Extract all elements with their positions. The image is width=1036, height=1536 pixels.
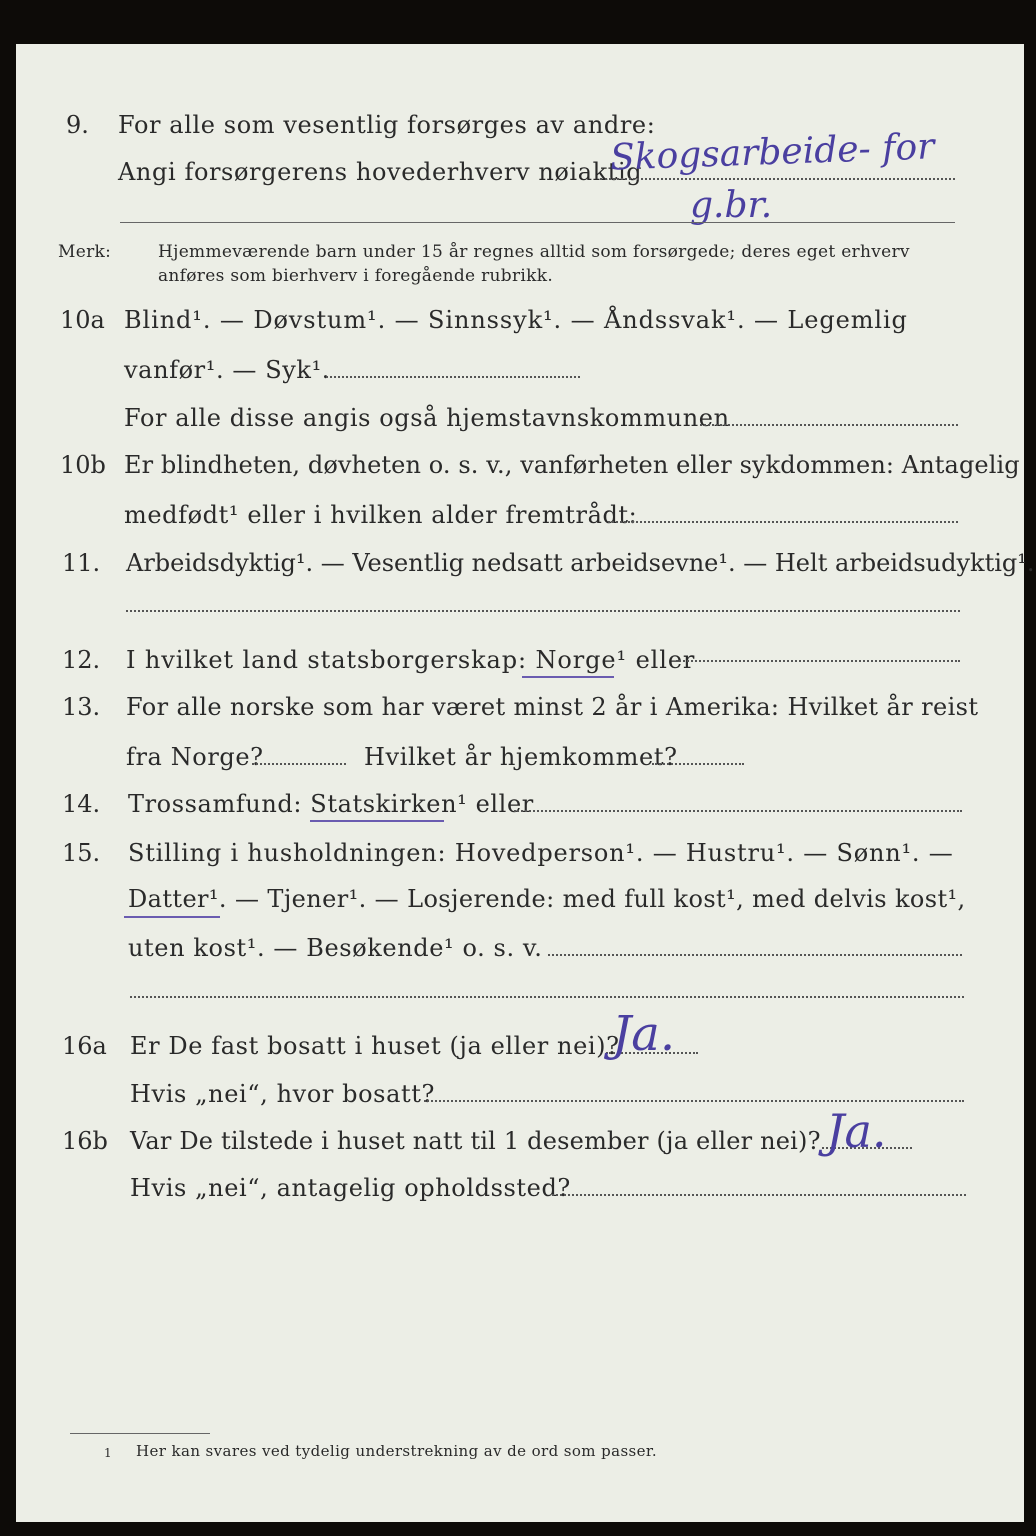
footnote-rule: [70, 1433, 210, 1434]
q13-hjemkommet-line[interactable]: [652, 763, 744, 765]
q14-statskirken-underline: [310, 820, 444, 822]
q16a-bosatt-line[interactable]: [424, 1100, 964, 1102]
q14-line1: Trossamfund: Statskirken¹ eller: [128, 790, 534, 818]
q15-line2: Datter¹. — Tjener¹. — Losjerende: med full kost¹, med delvis kost¹,: [128, 885, 966, 913]
q12-norge-underline: [522, 676, 614, 678]
q12-number: 12.: [62, 646, 101, 674]
q9-handwritten-answer: Skogsarbeide- for: [609, 126, 935, 179]
q11-line1: Arbeidsdyktig¹. — Vesentlig nedsatt arbeidsevne¹. — Helt arbeidsudyktig¹.: [126, 549, 1035, 577]
q9-number: 9.: [66, 111, 89, 139]
q13-reist-line[interactable]: [252, 763, 346, 765]
q16b-number: 16b: [62, 1127, 108, 1155]
q14-answer-line[interactable]: [514, 810, 962, 812]
q10a-hjemstavn-line[interactable]: [700, 424, 958, 426]
q10b-answer-line[interactable]: [608, 521, 958, 523]
q9-handwritten-answer-2: g.br.: [690, 185, 773, 226]
q10b-number: 10b: [60, 451, 106, 479]
q10a-number: 10a: [60, 306, 105, 334]
q16b-line2: Hvis „nei“, antagelig opholdssted?: [130, 1174, 571, 1202]
q16a-line1: Er De fast bosatt i huset (ja eller nei)?: [130, 1032, 620, 1060]
q16a-number: 16a: [62, 1032, 107, 1060]
q15-line1: Stilling i husholdningen: Hovedperson¹. — Hustru¹. — Sønn¹. —: [128, 839, 954, 867]
q13-line2a: fra Norge?: [126, 743, 264, 771]
footnote-text: Her kan svares ved tydelig understrekning av de ord som passer.: [136, 1442, 658, 1460]
q15-line3: uten kost¹. — Besøkende¹ o. s. v.: [128, 934, 543, 962]
q13-number: 13.: [62, 693, 101, 721]
q16b-line1: Var De tilstede i huset natt til 1 desember (ja eller nei)?: [130, 1127, 821, 1155]
q10b-line2: medfødt¹ eller i hvilken alder fremtrådt:: [124, 501, 638, 529]
q12-line1: I hvilket land statsborgerskap: Norge¹ eller: [126, 646, 696, 674]
q14-number: 14.: [62, 790, 101, 818]
q11-answer-line[interactable]: [126, 610, 960, 612]
q9-answer-line-2[interactable]: [120, 222, 955, 223]
q10a-line1: Blind¹. — Døvstum¹. — Sinnssyk¹. — Åndssvak¹. — Legemlig: [124, 306, 908, 334]
merk-line1: Hjemmeværende barn under 15 år regnes alltid som forsørgede; deres eget erhverv: [158, 242, 910, 262]
footnote-mark: 1: [104, 1446, 113, 1460]
q15-answer-line[interactable]: [548, 954, 962, 956]
merk-line2: anføres som bierhverv i foregående rubrikk.: [158, 266, 554, 286]
q16b-opholdssted-line[interactable]: [552, 1194, 966, 1196]
q10b-line1: Er blindheten, døvheten o. s. v., vanførheten eller sykdommen: Antagelig: [124, 451, 1020, 479]
q16a-line2: Hvis „nei“, hvor bosatt?: [130, 1080, 435, 1108]
q15-datter-underline: [124, 916, 220, 918]
q9-answer-line[interactable]: [600, 178, 955, 180]
q9-line2: Angi forsørgerens hovederhverv nøiaktig: [118, 158, 643, 186]
q10a-line2: vanfør¹. — Syk¹.: [124, 356, 331, 384]
q13-line1: For alle norske som har været minst 2 år i Amerika: Hvilket år reist: [126, 693, 979, 721]
q13-line2b: Hvilket år hjemkommet?: [364, 743, 678, 771]
q10a-answer-line[interactable]: [326, 376, 580, 378]
q15-answer-line-2[interactable]: [130, 996, 964, 998]
merk-label: Merk:: [58, 242, 112, 262]
q11-number: 11.: [62, 549, 101, 577]
q9-line1: For alle som vesentlig forsørges av andre:: [118, 111, 656, 139]
q15-number: 15.: [62, 839, 101, 867]
q16a-handwritten-answer: Ja.: [612, 1006, 676, 1062]
q16b-handwritten-answer: Ja.: [826, 1104, 887, 1158]
q12-answer-line[interactable]: [676, 660, 960, 662]
q10a-line3: For alle disse angis også hjemstavnskommunen: [124, 404, 730, 432]
